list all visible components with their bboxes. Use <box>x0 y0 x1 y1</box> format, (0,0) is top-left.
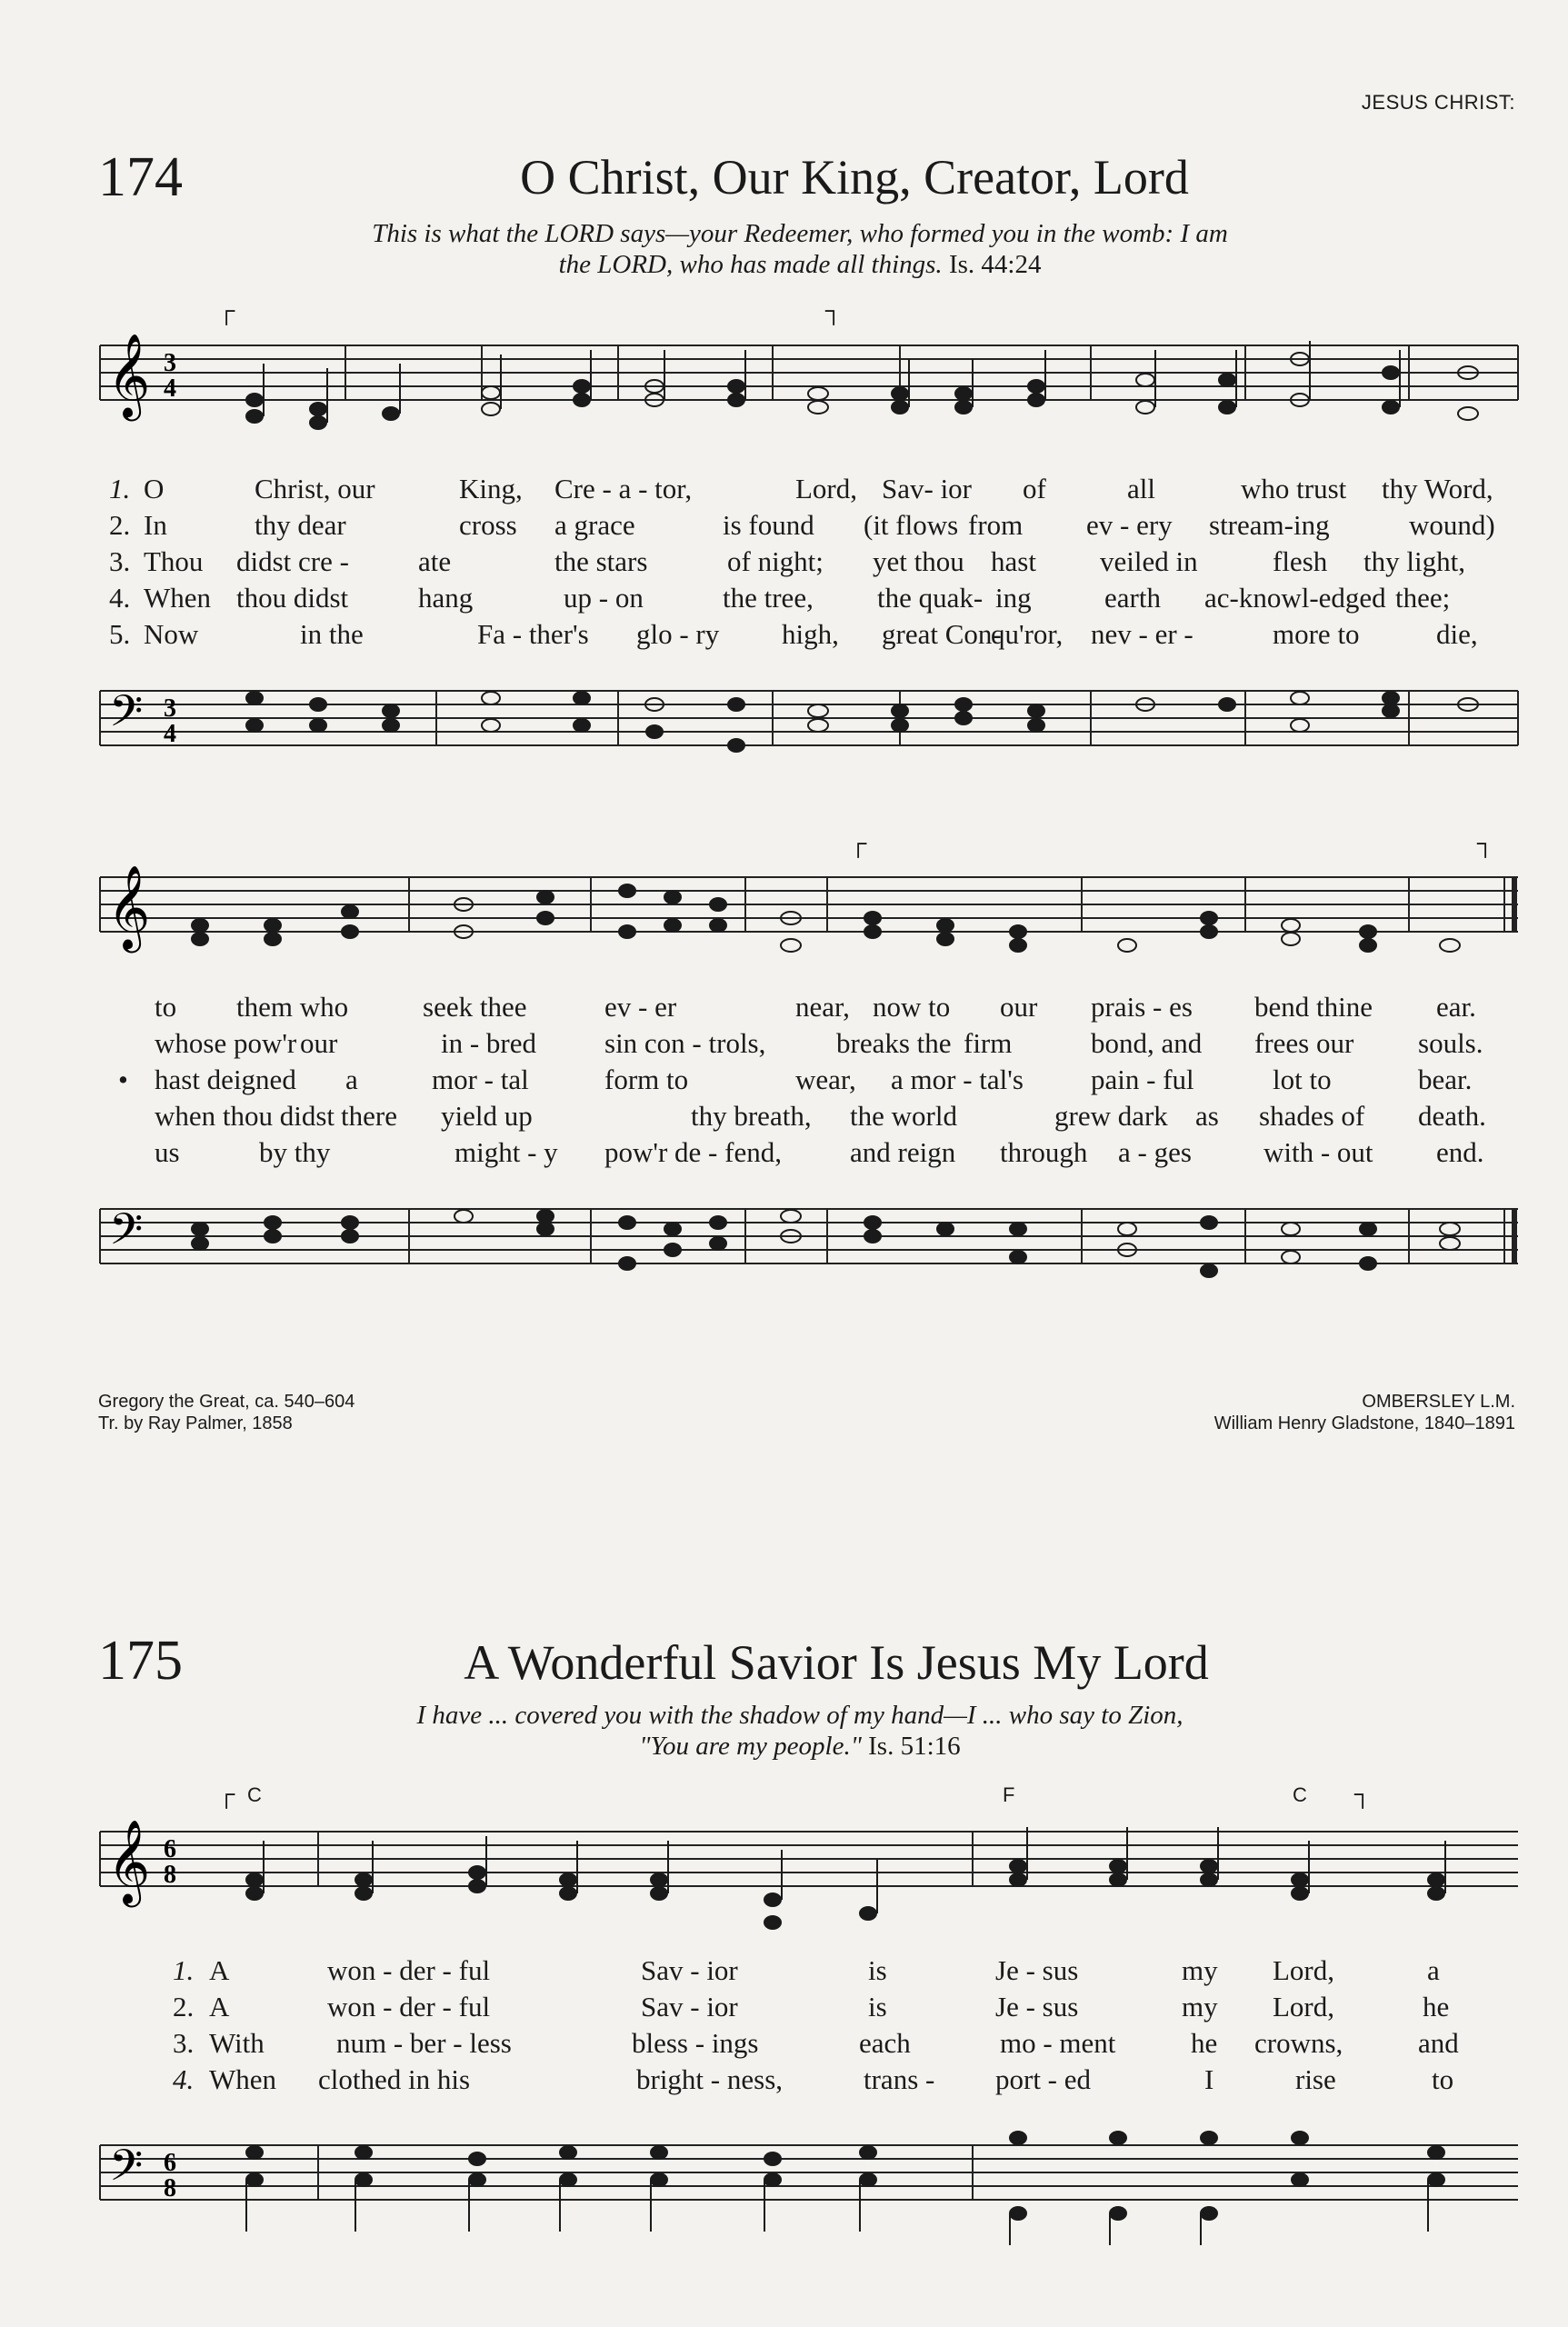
lyric-line-2-verse-3: • hast deigned a mor - tal form to wear, a mor - tal's pain - ful lot to bear. <box>118 1064 1473 1095</box>
treble-staff-3 <box>0 1813 1568 1941</box>
section-label: JESUS CHRIST: <box>1361 91 1515 114</box>
stanza-marker-dot: • <box>118 1064 128 1095</box>
chord-symbol: C <box>247 1783 262 1806</box>
lyric-hymn175-verse-1: 1. A won - der - ful Sav - ior is Je - sus my Lord, a <box>173 1954 1440 1986</box>
hymn-number-2: 175 <box>98 1630 183 1692</box>
svg-text:𝄞: 𝄞 <box>107 1819 151 1903</box>
lyric-hymn175-verse-3: 3. With num - ber - less bless - ings each mo - ment he crowns, and <box>173 2027 1459 2059</box>
svg-text:3: 3 <box>164 694 176 723</box>
bass-staff-1 <box>0 673 1568 773</box>
phrase-bracket-end-3: ┐ <box>1354 1780 1372 1807</box>
hymn-title-2: A Wonderful Savior Is Jesus My Lord <box>464 1635 1209 1690</box>
lyric-line-1-verse-3: 3. Thou didst cre - ate the stars of night; yet thou hast veiled in flesh thy light, <box>109 545 1465 577</box>
svg-text:6: 6 <box>164 2149 176 2177</box>
lyric-line-1-verse-1: 1. O Christ, our King, Cre - a - tor, Lord, Sav- ior of all who trust thy Word, <box>109 473 1493 504</box>
bass-clef-icon: 𝄢 <box>109 685 144 747</box>
treble-staff-2 <box>0 859 1568 977</box>
svg-text:𝄢: 𝄢 <box>109 1203 144 1265</box>
hymn-number: 174 <box>98 146 183 208</box>
lyric-line-2-verse-1: to them who seek thee ev - er near, now to our prais - es bend thine ear. <box>155 991 1476 1023</box>
epigraph-2 <box>255 1700 1345 1762</box>
svg-text:𝄢: 𝄢 <box>109 2140 144 2202</box>
epigraph-reference: Is. 44:24 <box>948 250 1042 279</box>
svg-text:4: 4 <box>164 720 176 748</box>
time-sig-bottom: 4 <box>164 375 176 403</box>
phrase-bracket-start-3: ┌ <box>218 1780 235 1807</box>
text-translator: Tr. by Ray Palmer, 1858 <box>98 1413 293 1433</box>
text-author: Gregory the Great, ca. 540–604 <box>98 1392 355 1412</box>
bass-staff-2 <box>0 1191 1568 1291</box>
text-credits <box>98 1391 355 1434</box>
epigraph-line-1: This is what the LORD says—your Redeemer, who formed you in the womb: I am <box>372 219 1228 248</box>
svg-text:𝄞: 𝄞 <box>107 864 151 949</box>
lyric-line-2-verse-5: us by thy might - y pow'r de - fend, and reign through a - ges with - out end. <box>155 1136 1484 1168</box>
bass-staff-3 <box>0 2118 1568 2254</box>
lyric-hymn175-verse-4: 4. When clothed in his bright - ness, trans - port - ed I rise to <box>173 2063 1454 2095</box>
chord-symbol: F <box>1003 1783 1015 1806</box>
treble-staff-1 <box>0 327 1568 445</box>
lyric-line-2-verse-2: whose pow'r our in - bred sin con - trols, breaks the firm bond, and frees our souls. <box>155 1027 1483 1059</box>
phrase-bracket-start-2: ┌ <box>850 829 867 856</box>
epigraph <box>255 218 1345 280</box>
treble-clef-icon: 𝄞 <box>107 333 151 417</box>
lyric-line-1-verse-4: 4. When thou didst hang up - on the tree, the quak- ing earth ac-knowl-edged thee; <box>109 582 1451 614</box>
epigraph-2-line-1: I have ... covered you with the shadow of my hand—I ... who say to Zion, <box>416 1701 1183 1730</box>
tune-composer: William Henry Gladstone, 1840–1891 <box>1213 1413 1515 1433</box>
lyric-hymn175-verse-2: 2. A won - der - ful Sav - ior is Je - sus my Lord, he <box>173 1991 1450 2022</box>
chord-symbol: C <box>1293 1783 1307 1806</box>
svg-text:8: 8 <box>164 1861 176 1889</box>
lyric-line-2-verse-4: when thou didst there yield up thy breath, the world grew dark as shades of death. <box>155 1100 1486 1132</box>
epigraph-2-reference: Is. 51:16 <box>868 1732 961 1761</box>
phrase-bracket-end-2: ┐ <box>1477 829 1494 856</box>
svg-text:8: 8 <box>164 2174 176 2202</box>
epigraph-line-2: the LORD, who has made all things. <box>558 250 943 279</box>
tune-name: OMBERSLEY L.M. <box>1362 1392 1515 1412</box>
hymn-title: O Christ, Our King, Creator, Lord <box>520 150 1189 205</box>
tune-credits <box>1214 1391 1515 1434</box>
svg-text:6: 6 <box>164 1835 176 1863</box>
lyric-line-1-verse-5: 5. Now in the Fa - ther's glo - ry high, great Con- qu'ror, nev - er - more to die, <box>109 618 1478 650</box>
epigraph-2-line-2: "You are my people." <box>639 1732 862 1761</box>
phrase-bracket-end: ┐ <box>825 296 843 324</box>
time-sig-top: 3 <box>164 349 176 377</box>
lyric-line-1-verse-2: 2. In thy dear cross a grace is found (it flows from ev - ery stream-ing wound) <box>109 509 1495 541</box>
phrase-bracket-start: ┌ <box>218 296 235 324</box>
